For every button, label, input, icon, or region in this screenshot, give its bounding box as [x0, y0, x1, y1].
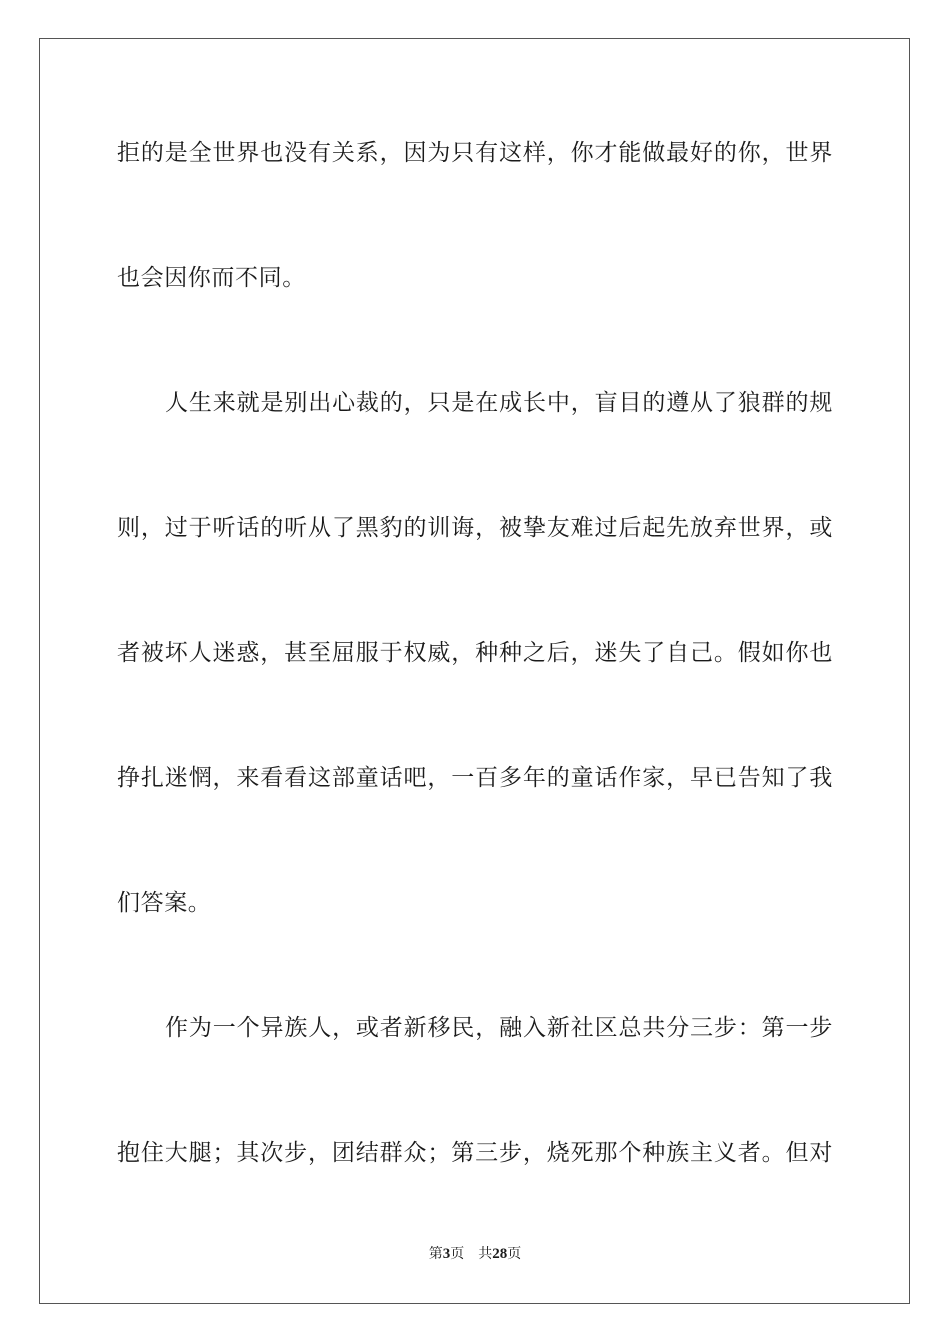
text-line: 也会因你而不同。	[117, 265, 306, 291]
text-line: 作为一个异族人，或者新移民，融入新社区总共分三步：第一步	[165, 1015, 833, 1041]
total-prefix: 共	[478, 1246, 493, 1262]
text-line: 拒的是全世界也没有关系，因为只有这样，你才能做最好的你，世界	[117, 140, 833, 166]
page-prefix: 第	[428, 1246, 443, 1262]
text-line: 们答案。	[117, 890, 212, 916]
page-number: 3	[442, 1246, 451, 1262]
text-line: 则，过于听话的听从了黑豹的训诲，被挚友难过后起先放弃世界，或	[117, 515, 833, 541]
page-suffix: 页	[450, 1246, 465, 1262]
text-line: 人生来就是别出心裁的，只是在成长中，盲目的遵从了狼群的规	[165, 390, 833, 416]
text-line: 挣扎迷惘，来看看这部童话吧，一百多年的童话作家，早已告知了我	[117, 765, 833, 791]
page-footer	[0, 1244, 950, 1264]
text-line: 者被坏人迷惑，甚至屈服于权威，种种之后，迷失了自己。假如你也	[117, 640, 833, 666]
page-total: 28	[492, 1246, 508, 1262]
page-border	[39, 38, 910, 1304]
text-line: 抱住大腿；其次步，团结群众；第三步，烧死那个种族主义者。但对	[117, 1140, 833, 1166]
total-suffix: 页	[507, 1246, 522, 1262]
